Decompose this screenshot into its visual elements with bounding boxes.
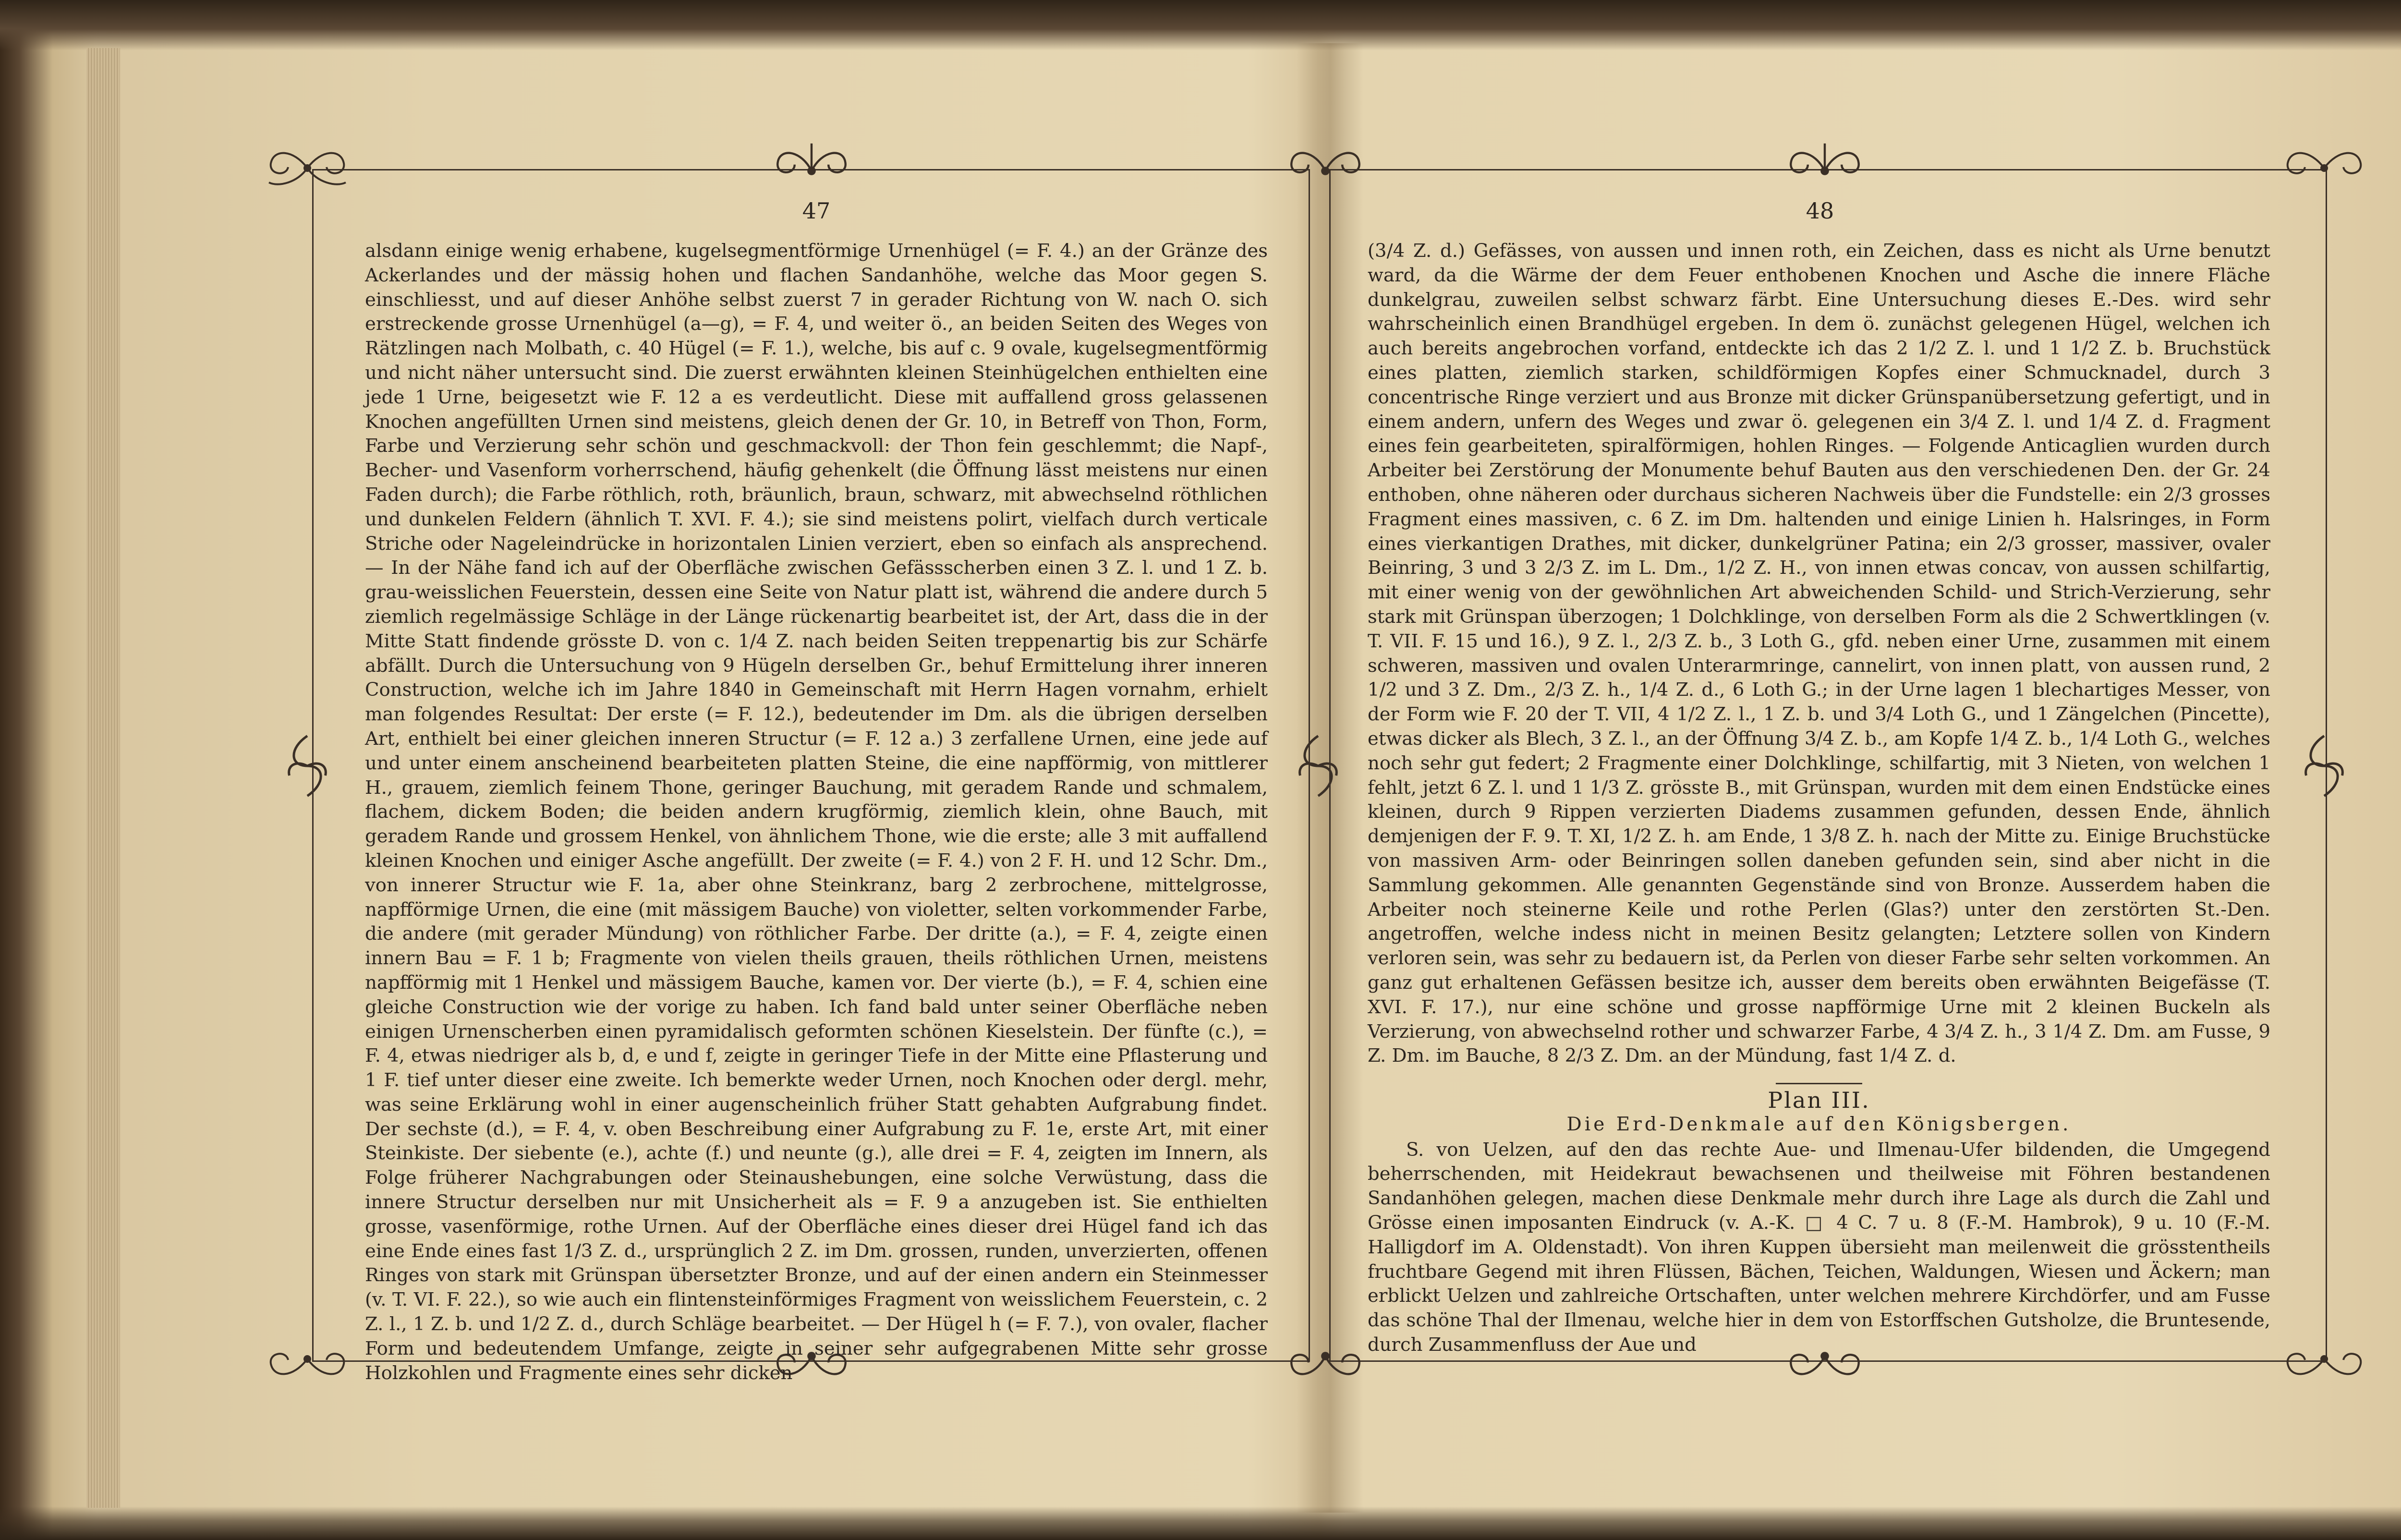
left-page-paragraph: alsdann einige wenig erhabene, kugelsegmentförmige Urnenhügel (= F. 4.) an der Gränze des Ackerlandes und der mässig hohen und flachen Sandanhöhe, welche das Moor gegen S. einschliesst, und auf dieser Anhöhe selbst zuerst 7 in gerader Richtung von W. nach O. sich erstreckende grosse Urnenhügel (a—g), = F. 4, und weiter ö., an beiden Seiten des Weges von Rätzlingen nach Molbath, c. 40 Hügel (= F. 1.), welche, bis auf c. 9 ovale, kugelsegmentförmig und nicht näher untersucht sind. Die zuerst erwähnten kleinen Steinhügelchen enthielten eine jede 1 Urne, beigesetzt wie F. 12 a es verdeutlicht. Diese mit auffallend gross gelassenen Knochen angefüllten Urnen sind meistens, gleich denen der Gr. 10, in Betreff von Thon, Form, Farbe und Verzierung sehr schön und geschmackvoll: der Thon fein geschlemmt; die Napf-, Becher- und Vasenform vorherrschend, häufig gehenkelt (die Öffnung lässt meistens nur einen Faden durch); die Farbe röthlich, roth, bräunlich, braun, schwarz, mit abwechselnd röthlichen und dunkelen Feldern (ähnlich T. XVI. F. 4.); sie sind meistens polirt, vielfach durch verticale Striche oder Nageleindrücke in horizontalen Linien verziert, eben so einfach als ansprechend. — In der Nähe fand ich auf der Oberfläche zwischen Gefässscherben einen 3 Z. l. und 1 Z. b. grau-weisslichen Feuerstein, dessen eine Seite von Natur platt ist, während die andere durch 5 ziemlich regelmässige Schläge in der Länge rückenartig bearbeitet ist, der Art, dass die in der Mitte Statt findende grösste D. von c. 1/4 Z. nach beiden Seiten treppenartig bis zur Schärfe abfällt. Durch die Untersuchung von 9 Hügeln derselben Gr., behuf Ermittelung ihrer inneren Construction, welche ich im Jahre 1840 in Gemeinschaft mit Herrn Hagen vornahm, erhielt man folgendes Resultat: Der erste (= F. 12.), bedeutender im Dm. als die übrigen derselben Art, enthielt bei einer gleichen inneren Structur (= F. 12 a.) 3 zerfallene Urnen, eine jede auf und unter einem anscheinend bearbeiteten platten Steine, die eine napfförmig, von mittlerer H., grauem, ziemlich feinem Thone, geringer Bauchung, mit geradem Rande und schmalem, flachem, dickem Boden; die beiden andern krugförmig, ziemlich klein, ohne Bauch, mit geradem Rande und grossem Henkel, von ähnlichem Thone, wie die erste; alle 3 mit auffallend kleinen Knochen und einiger Asche angefüllt. Der zweite (= F. 4.) von 2 F. H. und 12 Schr. Dm., von innerer Structur wie F. 1a, aber ohne Steinkranz, barg 2 zerbrochene, mittelgrosse, napfförmige Urnen, die eine (mit mässigem Bauche) von violetter, selten vorkommender Farbe, die andere (mit gerader Mündung) von röthlicher Farbe. Der dritte (a.), = F. 4, zeigte einen innern Bau = F. 1 b; Fragmente von vielen theils grauen, theils röthlichen Urnen, meistens napfförmig mit 1 Henkel und mässigem Bauche, kamen vor. Der vierte (b.), = F. 4, schien eine gleiche Construction wie der vorige zu haben. Ich fand bald unter seiner Oberfläche neben einigen Urnenscherben einen pyramidalisch geformten schönen Kieselstein. Der fünfte (c.), = F. 4, etwas niedriger als b, d, e und f, zeigte in geringer Tiefe in der Mitte eine Pflasterung und 1 F. tief unter dieser eine zweite. Ich bemerkte weder Urnen, noch Knochen oder dergl. mehr, was seine Erklärung wohl in einer augenscheinlich früher Statt gehabten Aufgrabung findet. Der sechste (d.), = F. 4, v. oben Beschreibung einer Aufgrabung zu F. 1e, erste Art, mit einer Steinkiste. Der siebente (e.), achte (f.) und neunte (g.), alle drei = F. 4, zeigten im Innern, als Folge früherer Nachgrabungen oder Steinaushebungen, eine solche Verwüstung, dass die innere Structur derselben nur mit Unsicherheit als = F. 9 a anzugeben ist. Sie enthielten grosse, vasenförmige, rothe Urnen. Auf der Oberfläche eines dieser drei Hügel fand ich das eine Ende eines fast 1/3 Z. d., ursprünglich 2 Z. im Dm. grossen, runden, unverzierten, offenen Ringes von stark mit Grünspan übersetzter Bronze, und auf der einen andern ein Steinmesser (v. T. VI. F. 22.), so wie auch ein flintensteinförmiges Fragment von weisslichem Feuerstein, c. 2 Z. l., 1 Z. b. und 1/2 Z. d., durch Schläge bearbeitet. — Der Hügel h (= F. 7.), von ovaler, flacher Form und bedeutendem Umfange, zeigte in seiner sehr aufgegrabenen Mitte sehr grosse Holzkohlen und Fragmente eines sehr dicken xyxy=(365,240,1268,1384)
ornament-gutter-middle xyxy=(1285,730,1352,802)
plan-paragraph: S. von Uelzen, auf den das rechte Aue- und Ilmenau-Ufer bildenden, die Umgegend beherrschenden, mit Heidekraut bewachsenen und theilweise mit Föhren bestandenen Sandanhöhen gelegen, machen diese Denkmale mehr durch ihre Lage als durch die Zahl und Grösse einen imposanten Eindruck (v. A.-K. □ 4 C. 7 u. 8 (F.-M. Hambrok), 9 u. 10 (F.-M. Halligdorf im A. Oldenstadt). Von ihren Kuppen übersieht man meilenweit die grösstentheils fruchtbare Gegend mit ihren Flüssen, Bächen, Teichen, Waldungen, Wiesen und Äckern; man erblickt Uelzen und zahlreiche Ortschaften, unter welchen mehrere Kirchdörfer, und am Fusse das schöne Thal der Ilmenau, welche hier in dem von Estorffschen Gutsholze, die Bruntesende, durch Zusammenfluss der Aue und xyxy=(1368,1139,2270,1356)
plan-title: Plan III. xyxy=(1768,1087,1870,1114)
ornament-bottom-right-corner xyxy=(2276,1335,2372,1383)
ornament-top-gutter xyxy=(1268,139,1383,192)
left-page-body xyxy=(365,239,1268,1385)
book-top-edge xyxy=(0,0,2401,50)
left-page-number: 47 xyxy=(802,198,831,224)
ornament-left-middle xyxy=(274,730,341,802)
ornament-bottom-gutter xyxy=(1268,1335,1383,1388)
ornament-top-left-center xyxy=(759,139,864,192)
plan-subtitle: Die Erd-Denkmale auf den Königsbergen. xyxy=(1566,1113,2072,1135)
ornament-top-left-corner xyxy=(259,144,355,192)
ornament-right-middle xyxy=(2291,730,2358,802)
ornament-top-right-center xyxy=(1772,139,1878,192)
section-divider xyxy=(1776,1083,1862,1084)
right-page-body xyxy=(1368,239,2270,1358)
book-bottom-edge xyxy=(0,1506,2401,1540)
right-page-paragraph: (3/4 Z. d.) Gefässes, von aussen und innen roth, ein Zeichen, dass es nicht als Urne benutzt ward, da die Wärme der dem Feuer enthobenen Knochen und Asche die innere Fläche dunkelgrau, zuweilen selbst schwarz färbt. Eine Untersuchung dieses E.-Des. wird sehr wahrscheinlich einen Brandhügel ergeben. In dem ö. zunächst gelegenen Hügel, welchen ich auch bereits angebrochen vorfand, entdeckte ich das 2 1/2 Z. l. und 1 1/2 Z. b. Bruchstück eines platten, ziemlich starken, schildförmigen Kopfes einer Schmucknadel, durch 3 concentrische Ringe verziert und aus Bronze mit dicker Grünspanübersetzung gefertigt, und in einem andern, unfern des Weges und zwar ö. gelegenen ein 3/4 Z. l. und 1/4 Z. d. Fragment eines fein gearbeiteten, spiralförmigen, hohlen Ringes. — Folgende Anticaglien wurden durch Arbeiter bei Zerstörung der Monumente behuf Bauten aus den verschiedenen Den. der Gr. 24 enthoben, ohne näheren oder durchaus sicheren Nachweis über die Fundstelle: ein 2/3 grosses Fragment eines massiven, c. 6 Z. im Dm. haltenden und einige Linien h. Halsringes, in Form eines vierkantigen Drathes, mit dicker, dunkelgrüner Patina; ein 2/3 grosser, massiver, ovaler Beinring, 3 und 3 2/3 Z. im L. Dm., 1/2 Z. H., von innen etwas concav, von aussen schilfartig, mit einer wenig von der gewöhnlichen Art abweichenden Schild- und Strich-Verzierung, sehr stark mit Grünspan überzogen; 1 Dolchklinge, von derselben Form als die 2 Schwertklingen (v. T. VII. F. 15 und 16.), 9 Z. l., 2/3 Z. b., 3 Loth G., gfd. neben einer Urne, zusammen mit einem schweren, massiven und ovalen Unterarmringe, cannelirt, von innen platt, von aussen rund, 2 1/2 und 3 Z. Dm., 2/3 Z. h., 1/4 Z. d., 6 Loth G.; in der Urne lagen 1 blechartiges Messer, von der Form wie F. 20 der T. VII, 4 1/2 Z. l., 1 Z. b. und 3/4 Loth G., und 1 Zängelchen (Pincette), etwas dicker als Blech, 3 Z. l., an der Öffnung 3/4 Z. b., am Kopfe 1/4 Z. b., 1/4 Loth G., welches noch sehr gut federt; 2 Fragmente einer Dolchklinge, schilfartig, mit 3 Nieten, von welchen 1 fehlt, jetzt 6 Z. l. und 1 1/3 Z. grösste B., mit Grünspan, wurden mit dem einen Endstücke eines kleinen, durch 9 Rippen verzierten Diadems zusammen gefunden, dessen Ende, ähnlich demjenigen der F. 9. T. XI, 1/2 Z. h. am Ende, 1 3/8 Z. h. nach der Mitte zu. Einige Bruchstücke von massiven Arm- oder Beinringen sollen daneben gefunden sein, sind aber nicht in die Sammlung gekommen. Alle genannten Gegenstände sind von Bronze. Ausserdem haben die Arbeiter noch steinerne Keile und rothe Perlen (Glas?) unter den zerstörten St.-Den. angetroffen, welche indess nicht in meinen Besitz gelangten; Letztere sollen von Kindern verloren sein, was sehr zu bedauern ist, da Perlen von dieser Farbe sehr selten vorkommen. An ganz gut erhaltenen Gefässen besitze ich, ausser dem bereits oben erwähnten Beigefässe (T. XVI. F. 17.), nur eine schöne und grosse napfförmige Urne mit 2 kleinen Buckeln als Verzierung, von abwechselnd rother und schwarzer Farbe, 4 3/4 Z. h., 3 1/4 Z. Dm. am Fusse, 9 Z. Dm. im Bauche, 8 2/3 Z. Dm. an der Mündung, fast 1/4 Z. d. xyxy=(1368,240,2270,1067)
ornament-top-right-corner xyxy=(2276,144,2372,192)
page-stack-edge xyxy=(86,48,120,1508)
right-page-number: 48 xyxy=(1806,198,1834,224)
ornament-bottom-left-corner xyxy=(259,1335,355,1383)
